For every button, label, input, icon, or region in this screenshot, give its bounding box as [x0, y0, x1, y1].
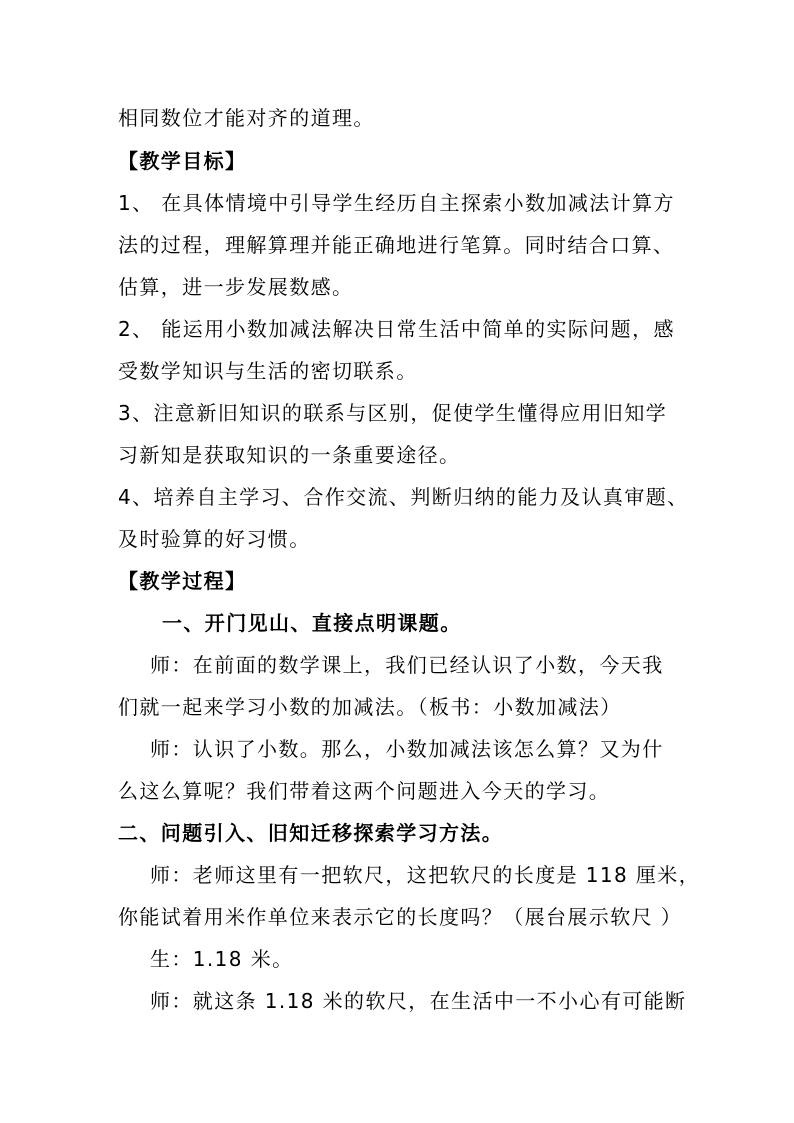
text-line: 师：就这条 1.18 米的软尺，在生活中一不小心有可能断: [150, 989, 687, 1013]
text-line: 么这么算呢？我们带着这两个问题进入今天的学习。: [118, 779, 611, 803]
text-line: 生：1.18 米。: [150, 947, 294, 971]
text-line: 你能试着用米作单位来表示它的长度吗？（展台展示软尺 ）: [118, 905, 683, 929]
subheading-part-one: 一、开门见山、直接点明课题。: [162, 611, 462, 635]
section-heading-teaching-process: 【教学过程】: [118, 569, 247, 593]
text-line: 估算，进一步发展数感。: [118, 275, 354, 299]
text-line: 法的过程，理解算理并能正确地进行笔算。同时结合口算、: [118, 233, 675, 257]
subheading-part-two: 二、问题引入、旧知迁移探索学习方法。: [118, 821, 504, 845]
text-line: 师：认识了小数。那么，小数加减法该怎么算？又为什: [150, 737, 664, 761]
text-line: 3、注意新旧知识的联系与区别，促使学生懂得应用旧知学: [118, 401, 668, 425]
text-line: 师：老师这里有一把软尺，这把软尺的长度是 118 厘米，: [150, 863, 701, 887]
section-heading-teaching-goals: 【教学目标】: [118, 149, 247, 173]
text-line: 2、 能运用小数加减法解决日常生活中简单的实际问题，感: [118, 317, 675, 341]
text-line: 4、培养自主学习、合作交流、判断归纳的能力及认真审题、: [118, 485, 689, 509]
text-line: 习新知是获取知识的一条重要途径。: [118, 443, 461, 467]
text-line: 们就一起来学习小数的加减法。（板书：小数加减法）: [118, 695, 622, 719]
text-line: 1、 在具体情境中引导学生经历自主探索小数加减法计算方: [118, 191, 675, 215]
text-line: 相同数位才能对齐的道理。: [118, 106, 375, 130]
text-line: 及时验算的好习惯。: [118, 527, 311, 551]
text-line: 受数学知识与生活的密切联系。: [118, 359, 418, 383]
text-line: 师：在前面的数学课上，我们已经认识了小数，今天我: [150, 653, 664, 677]
